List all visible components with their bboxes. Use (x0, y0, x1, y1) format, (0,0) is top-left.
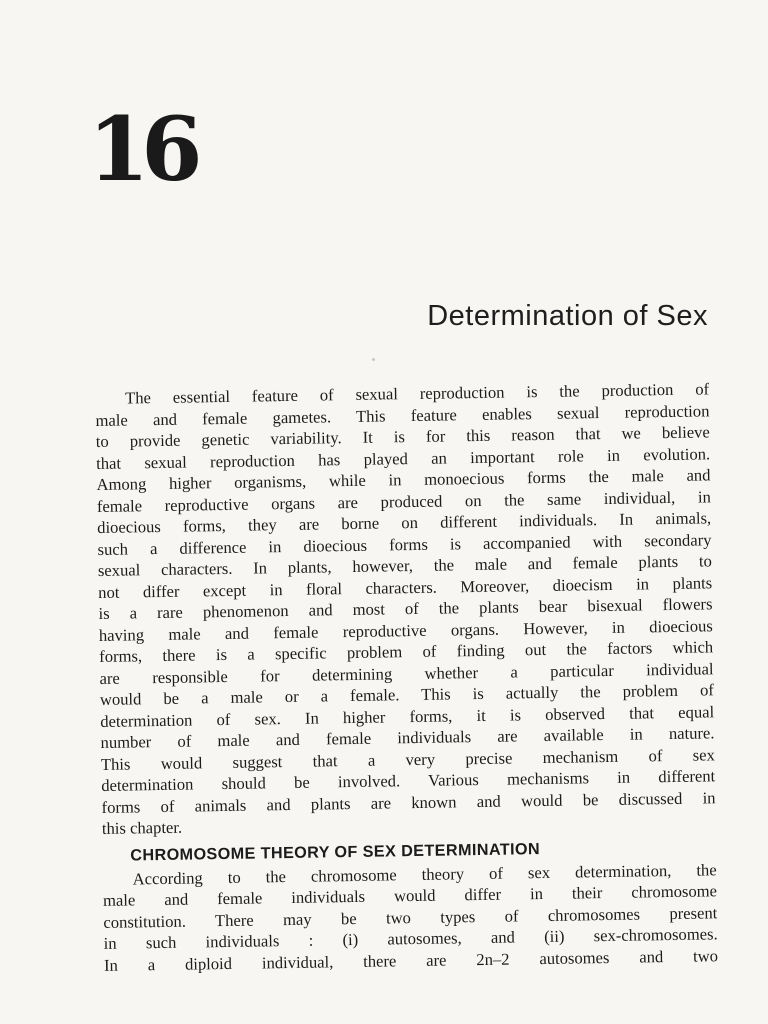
text-line: According to the chromosome theory of sex determination, the (132, 859, 717, 888)
text-line: This would suggest that a very precise mechanism of sex (100, 744, 715, 774)
text-line: that sexual reproduction has played an important role in evolution. (96, 443, 711, 473)
text-line: constitution. There may be two types of chromosomes present (103, 902, 718, 932)
text-line: is a rare phenomenon and most of the plants bear bisexual flowers (98, 594, 713, 623)
text-line: would be a male or a female. This is actually the problem of (99, 680, 714, 709)
text-line: In a diploid individual, there are 2n–2 autosomes and two (103, 945, 719, 975)
text-line: male and female individuals would differ in their chromosome (102, 881, 718, 910)
text-line: sexual characters. In plants, however, the male and female plants to (97, 551, 712, 580)
text-line: this chapter. (101, 817, 183, 838)
text-line: male and female gametes. This feature enables sexual reproduction (95, 400, 710, 430)
chapter-number: 16 (88, 97, 195, 201)
text-line: forms, there is a specific problem of finding out the factors which (99, 637, 714, 666)
intro-paragraph (95, 378, 716, 839)
chapter-body (95, 378, 718, 976)
text-line: to provide genetic variability. It is for this reason that we believe (95, 422, 710, 451)
section-paragraph (103, 859, 719, 976)
text-line: forms of animals and plants are known and would be discussed in (101, 787, 716, 817)
text-line: such a difference in dioecious forms is accompanied with secondary (97, 529, 712, 559)
text-line: The essential feature of sexual reproduction is the production of (125, 379, 710, 408)
text-line: are responsible for determining whether a particular individual (99, 658, 714, 688)
chapter-title: Determination of Sex (427, 300, 708, 332)
text-line: female reproductive organs are produced on the same individual, in (96, 486, 711, 516)
text-line: in such individuals : (i) autosomes, and (ii) sex-chromosomes. (103, 924, 718, 953)
text-line: having male and female reproductive organs. However, in dioecious (98, 615, 713, 645)
text-line: number of male and female individuals are available in nature. (100, 723, 715, 752)
text-line: Among higher organisms, while in monoecious forms the male and (96, 465, 711, 494)
section-heading: CHROMOSOME THEORY OF SEX DETERMINATION (130, 839, 541, 865)
text-line: dioecious forms, they are borne on different individuals. In animals, (97, 508, 712, 537)
text-line: determination should be involved. Various mechanisms in different (101, 766, 716, 795)
text-line: not differ except in floral characters. Moreover, dioecism in plants (98, 572, 713, 602)
paper-speck (372, 358, 375, 361)
text-line: determination of sex. In higher forms, it is observed that equal (100, 701, 715, 731)
